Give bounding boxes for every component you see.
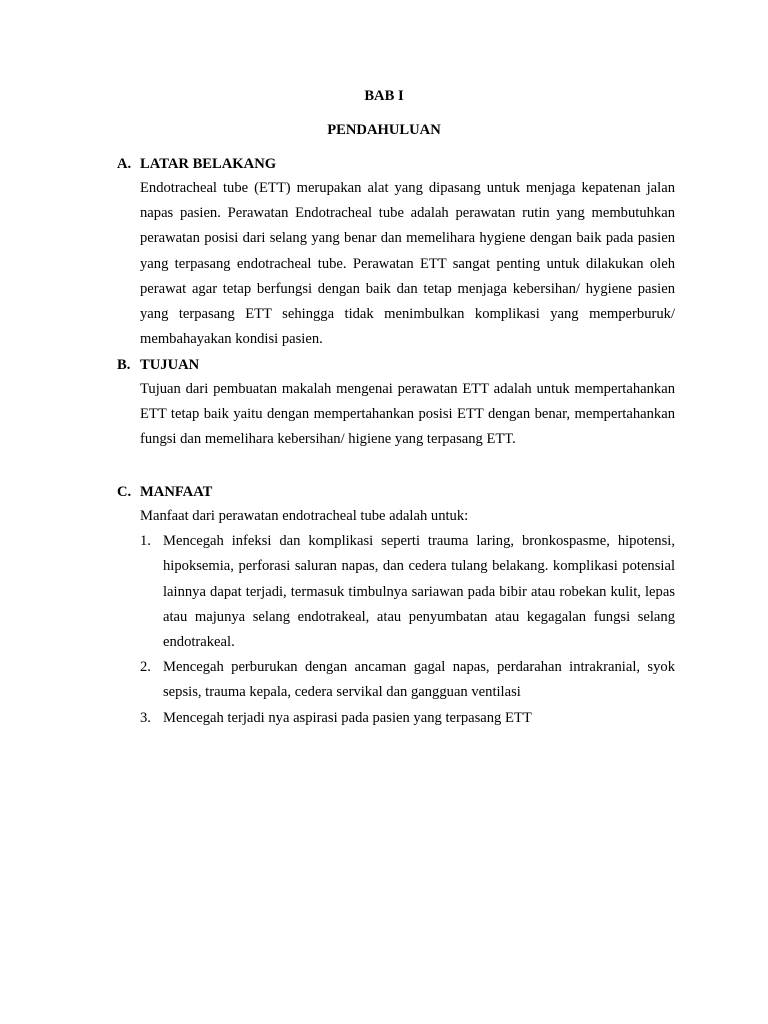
section-paragraph: Tujuan dari pembuatan makalah mengenai perawatan ETT adalah untuk mempertahankan ETT tetap baik yaitu dengan mempertahankan posisi ETT dengan benar, mempertahankan fungsi dan memelihara kebersihan/ higiene yang terpasang ETT.: [140, 381, 675, 448]
section-heading-text: LATAR BELAKANG: [140, 156, 277, 172]
list-item-text: Mencegah infeksi dan komplikasi seperti trauma laring, bronkospasme, hipotensi, hipoksemia, perforasi saluran napas, dan cedera tulang belakang. komplikasi potensial lainnya dapat terjadi, termasuk timbulnya sariawan pada bibir atau robekan kulit, lepas atau majunya selang endotrakeal, atau penyumbatan atau kegagalan fungsi selang endotrakeal.: [163, 533, 675, 651]
list-item: [140, 529, 675, 655]
section-intro: Manfaat dari perawatan endotracheal tube adalah untuk:: [140, 508, 469, 524]
section-heading: [117, 483, 675, 501]
list-item: [140, 706, 675, 731]
section-heading: [117, 356, 675, 374]
section-heading-text: TUJUAN: [140, 357, 200, 373]
list-item: [140, 655, 675, 705]
section-tujuan: [117, 356, 675, 453]
section-letter: B.: [117, 357, 131, 373]
benefit-list: [117, 529, 675, 731]
list-item-text: Mencegah perburukan dengan ancaman gagal napas, perdarahan intrakranial, syok sepsis, trauma kepala, cedera servikal dan gangguan ventilasi: [163, 659, 675, 701]
list-item-number: 3.: [140, 709, 151, 726]
section-letter: C.: [117, 484, 132, 500]
chapter-title: BAB I: [364, 88, 404, 104]
list-item-number: 1.: [140, 533, 151, 550]
section-heading-text: MANFAAT: [140, 484, 213, 500]
list-item-text: Mencegah terjadi nya aspirasi pada pasien yang terpasang ETT: [163, 709, 532, 726]
list-item-number: 2.: [140, 659, 151, 676]
section-paragraph: Endotracheal tube (ETT) merupakan alat yang dipasang untuk menjaga kepatenan jalan napas pasien. Perawatan Endotracheal tube adalah perawatan rutin yang membutuhkan perawatan posisi dari selang yang benar dan memelihara hygiene dengan baik pada pasien yang terpasang endotracheal tube. Perawatan ETT sangat penting untuk dilakukan oleh perawat agar tetap berfungsi dengan baik dan tetap menjaga kebersihan/ hygiene pasien yang terpasang ETT sehingga tidak menimbulkan komplikasi yang memperburuk/ membahayakan kondisi pasien.: [140, 180, 675, 348]
section-heading: [117, 155, 675, 173]
section-letter: A.: [117, 156, 132, 172]
chapter-subtitle: PENDAHULUAN: [327, 122, 441, 138]
section-latar-belakang: [117, 155, 675, 352]
section-manfaat: [117, 483, 675, 731]
